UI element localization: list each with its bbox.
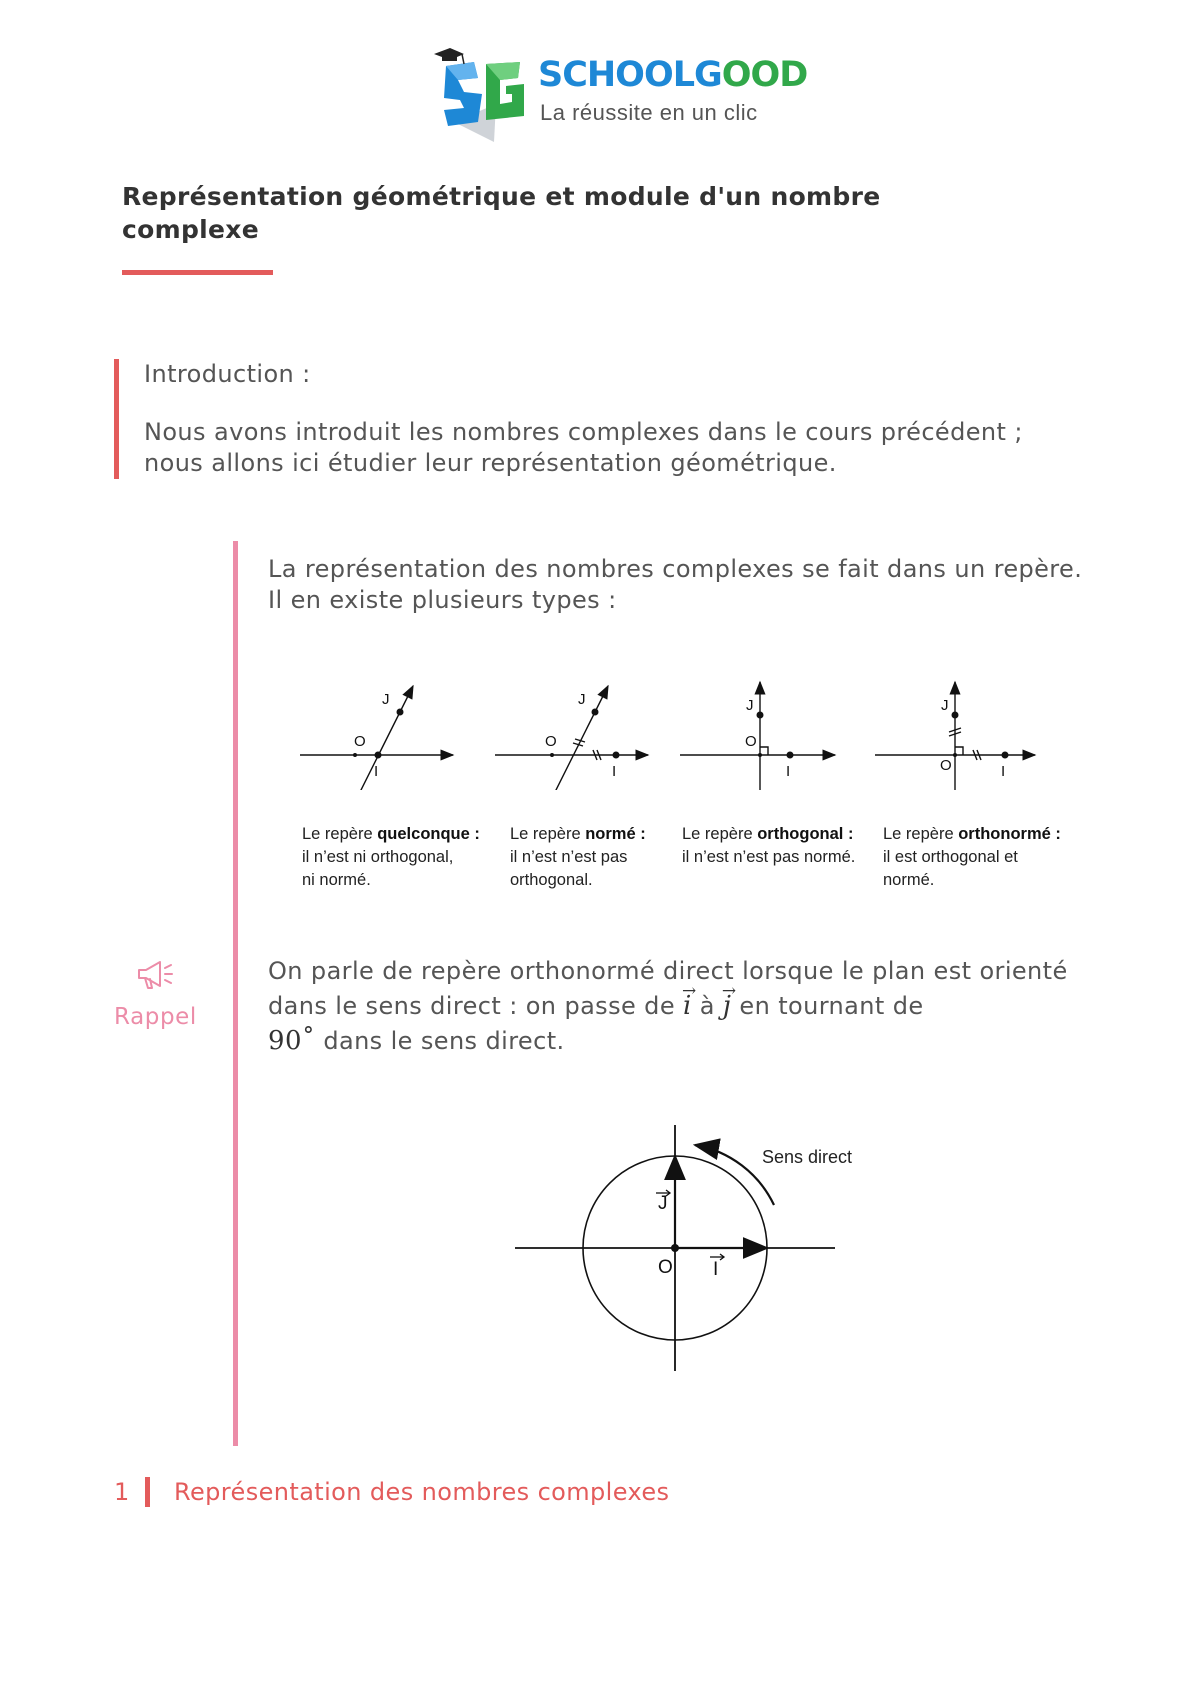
label-j-1: J [382,691,390,708]
caption-orthonorme [883,823,1061,892]
brand-part1: SCHOOLG [538,55,722,95]
label-i-2: I [612,763,617,780]
label-o-2: O [545,733,557,750]
label-i-3: I [786,763,791,780]
caption-4-prefix: Le repère [883,825,959,843]
sens-direct-label: Sens direct [762,1147,853,1167]
brand-part2: OOD [721,55,808,95]
logo [434,44,808,144]
para2-part2: en tournant de [731,992,924,1020]
caption-norme [510,823,646,892]
label-j-3: J [746,697,754,714]
label-j-4: J [941,697,949,714]
circle-label-j: J [658,1193,668,1214]
caption-4-line2: il est orthogonal et [883,848,1018,866]
label-j-2: J [578,691,586,708]
label-o-1: O [354,733,366,750]
brand-name [538,55,808,95]
caption-4-line3: normé. [883,871,935,889]
caption-orthogonal [682,823,855,869]
caption-3-prefix: Le repère [682,825,758,843]
intro-accent-bar [114,359,119,479]
caption-2-bold: normé : [585,825,646,843]
caption-1-line3: ni normé. [302,871,371,889]
sens-direct-figure [510,1115,870,1375]
caption-2-prefix: Le repère [510,825,586,843]
label-o-4: O [940,757,952,774]
megaphone-icon [136,958,180,996]
caption-4-bold: orthonormé : [958,825,1061,843]
rappel-paragraph-1: La représentation des nombres complexes se fait dans un repère. Il en existe plusieurs types : [268,555,1083,614]
rappel-label: Rappel [114,1004,197,1030]
para2-part3: dans le sens direct. [315,1027,565,1055]
page-title: Représentation géométrique et module d'un nombre complexe [122,182,881,244]
page-number: 1 [114,1478,130,1506]
circle-label-o: O [658,1257,673,1278]
angle-value: 90˚ [268,1026,316,1056]
caption-2-line2: il n’est n’est pas [510,848,628,866]
brand-tagline: La réussite en un clic [540,100,758,125]
vector-j: → j [723,989,731,1024]
logo-mark-icon [434,44,538,144]
intro-label: Introduction : [144,360,311,388]
rappel-paragraph-2 [268,954,1098,1059]
rappel-accent-bar [233,541,238,1446]
intro-text: Nous avons introduit les nombres complexes dans le cours précédent ; nous allons ici étudier leur représentation géométrique. [144,418,1023,477]
caption-1-line2: il n’est ni orthogonal, [302,848,454,866]
caption-2-line3: orthogonal. [510,871,593,889]
repere-types-diagram [290,670,1070,790]
label-o-3: O [745,733,757,750]
label-i-4: I [1001,763,1006,780]
circle-label-i: I [713,1259,719,1280]
caption-3-bold: orthogonal : [757,825,854,843]
footer-section-title: Représentation des nombres complexes [174,1478,670,1506]
caption-3-line2: il n’est n’est pas normé. [682,848,856,866]
caption-1-prefix: Le repère [302,825,378,843]
title-underline [122,270,273,275]
para2-between: à [691,992,723,1020]
caption-quelconque [302,823,480,892]
vector-i: → i [683,989,692,1024]
label-i-1: I [374,763,379,780]
caption-1-bold: quelconque : [377,825,480,843]
para2-part1: On parle de repère orthonormé direct lorsque le plan est orienté dans le sens direct : on passe de [268,957,1068,1020]
footer-divider [145,1477,150,1507]
